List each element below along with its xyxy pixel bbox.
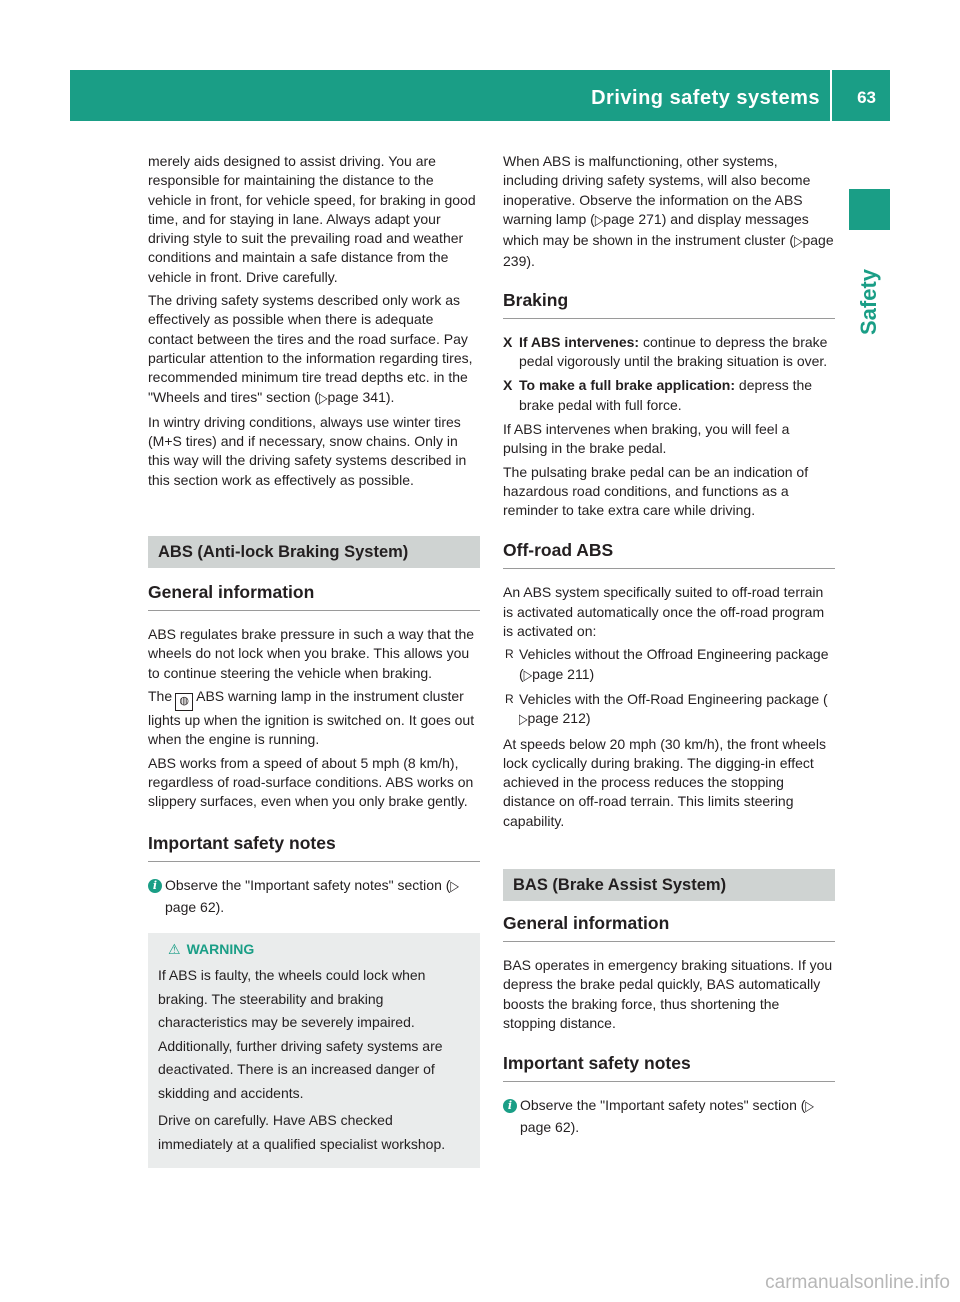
body-paragraph: BAS operates in emergency braking situations. If you depress the brake pedal quickly, BAS automatically boosts the braking force, thus shortening the stopping distance. xyxy=(503,957,833,1031)
subheading-important-safety-notes: Important safety notes xyxy=(148,833,480,862)
body-paragraph: ABS works from a speed of about 5 mph (8 km/h), regardless of road-surface conditions. ABS works on slippery surfaces, even when you only brake gently. xyxy=(148,754,474,810)
intro-paragraph: The driving safety systems described only work as effectively as possible when there is adequate contact between the tires and the road surface. Pay particular attention to the information regarding tires, recommended minimum tire tread depths etc. in the "Wheels and tires" section (▷page 341). xyxy=(148,291,480,409)
page-reference-link[interactable]: page 239 xyxy=(503,232,834,270)
triangle-right-icon: ▷ xyxy=(450,879,459,895)
side-tab-marker xyxy=(849,189,890,230)
warning-title: ⚠ WARNING xyxy=(168,941,255,958)
list-item: R Vehicles without the Offroad Engineering package (▷page 211) xyxy=(503,645,835,686)
body-paragraph: ABS regulates brake pressure in such a way that the wheels do not lock when you brake. This allows you to continue steering the vehicle when braking. xyxy=(148,626,475,681)
page-reference-link[interactable]: page 62 xyxy=(165,898,216,915)
side-tab-label: Safety xyxy=(856,268,881,336)
right-column xyxy=(503,152,835,1137)
triangle-right-icon: ▷ xyxy=(519,712,528,728)
section-heading-bas: BAS (Brake Assist System) xyxy=(503,869,835,901)
bullet-icon: R xyxy=(505,691,514,706)
body-paragraph: At speeds below 20 mph (30 km/h), the front wheels lock cyclically during braking. The digging-in effect achieved in the process reduces the stopping distance on off-road terrain. This limits steering capability. xyxy=(503,735,826,829)
subheading-off-road-abs: Off-road ABS xyxy=(503,540,835,569)
subheading-general-information: General information xyxy=(148,582,480,611)
warning-text: If ABS is faulty, the wheels could lock when braking. The steerability and braking characteristics may be severely impaired. Additionally, further driving safety systems are deactivated. There is an increased danger of skidding and accidents. xyxy=(158,967,443,1101)
triangle-right-icon: ▷ xyxy=(523,667,533,683)
body-paragraph: The pulsating brake pedal can be an indication of hazardous road conditions, and functions as a reminder to take extra care while driving. xyxy=(503,463,809,519)
page-reference-link[interactable]: page 271 xyxy=(603,210,662,227)
subheading-important-safety-notes: Important safety notes xyxy=(503,1053,835,1082)
intro-paragraph: merely aids designed to assist driving. You are responsible for maintaining the distance to the vehicle in front, for vehicle speed, for braking in good time, and for staying in lane. Always adapt your driving style to suit the prevailing road and weather conditions and maintain a safe distance from the vehicle in front. Drive carefully. xyxy=(148,153,476,285)
subheading-general-information: General information xyxy=(503,913,835,942)
info-note: i Observe the "Important safety notes" section (▷page 62). xyxy=(148,876,480,917)
subheading-braking: Braking xyxy=(503,290,835,319)
warning-box xyxy=(148,933,480,1168)
list-item: R Vehicles with the Off-Road Engineering package (▷page 212) xyxy=(503,690,835,731)
page-reference-link[interactable]: page 212 xyxy=(527,710,586,727)
side-tab xyxy=(848,242,890,362)
intro-paragraph: In wintry driving conditions, always use winter tires (M+S tires) and if necessary, snow chains. Only in this way will the driving safety systems described in this section work as effectively as possible. xyxy=(148,413,467,488)
watermark: carmanualsonline.info xyxy=(765,1272,950,1293)
info-icon: i xyxy=(148,879,162,893)
instruction-step: X If ABS intervenes: continue to depress the brake pedal vigorously until the braking situation is over. xyxy=(503,333,828,370)
page-reference-link[interactable]: page 62 xyxy=(520,1118,571,1135)
bullet-icon: R xyxy=(505,647,514,662)
info-note: i Observe the "Important safety notes" section (▷page 62). xyxy=(503,1096,835,1137)
warning-text: Drive on carefully. Have ABS checked immediately at a qualified specialist workshop. xyxy=(158,1112,446,1152)
header-title: Driving safety systems xyxy=(591,87,820,109)
step-arrow-icon: X xyxy=(503,377,513,394)
instruction-step: X To make a full brake application: depress the brake pedal with full force. xyxy=(503,377,813,413)
abs-warning-lamp-icon: ◍ xyxy=(175,693,193,711)
header-divider xyxy=(830,70,832,121)
triangle-right-icon: ▷ xyxy=(594,213,604,229)
triangle-right-icon: ▷ xyxy=(805,1099,814,1115)
body-paragraph: The ◍ ABS warning lamp in the instrument cluster lights up when the ignition is switched on. It goes out when the engine is running. xyxy=(148,687,475,748)
warning-triangle-icon: ⚠ xyxy=(168,941,181,958)
page-reference-link[interactable]: page 211 xyxy=(532,665,590,682)
body-paragraph: An ABS system specifically suited to off-road terrain is activated automatically once the off-road program is activated on: xyxy=(503,584,825,640)
section-heading-abs: ABS (Anti-lock Braking System) xyxy=(148,536,480,568)
body-paragraph: If ABS intervenes when braking, you will feel a pulsing in the brake pedal. xyxy=(503,420,790,457)
triangle-right-icon: ▷ xyxy=(794,234,803,250)
page-number: 63 xyxy=(857,88,876,107)
triangle-right-icon: ▷ xyxy=(319,390,328,406)
info-icon: i xyxy=(503,1099,517,1113)
header-bar xyxy=(70,70,890,121)
left-column xyxy=(148,152,480,1168)
page-reference-link[interactable]: page 341 xyxy=(327,388,386,405)
body-paragraph: When ABS is malfunctioning, other systems, including driving safety systems, will also become inoperative. Observe the information on the ABS warning lamp (▷page 271) and display messages which may be shown in the instrument cluster (▷page 239). xyxy=(503,153,834,270)
step-arrow-icon: X xyxy=(503,333,513,350)
